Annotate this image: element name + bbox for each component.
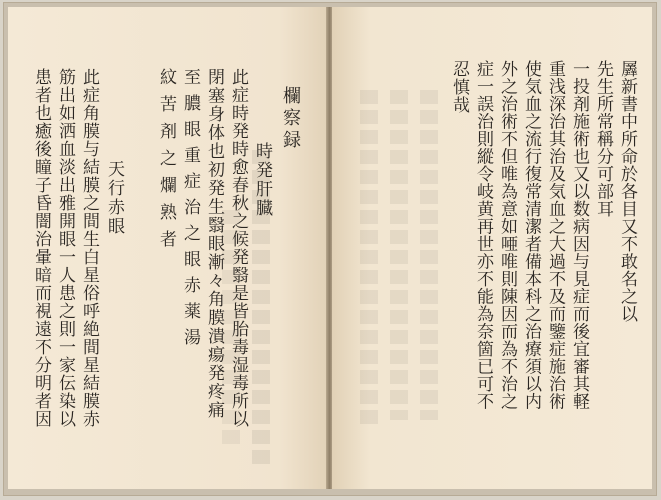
text-column: 一投剤施術也又以数病因与見症而後宜審其軽: [569, 60, 589, 410]
text-column: 閉塞身体也初発生翳眼漸々角膜潰瘍発疼痛: [204, 68, 224, 420]
text-column: 忍慎哉: [449, 60, 469, 114]
bleed-through-mark: [360, 90, 378, 430]
text-column: 外之治術不但唯為意如唖唯則陳因而為不治之: [497, 60, 517, 410]
text-column: 此症角膜与結膜之間生白星俗呼絶間星結膜赤: [79, 68, 99, 428]
subheading: 天行赤眼: [104, 160, 124, 236]
bleed-through-mark: [390, 90, 408, 420]
bleed-through-mark: [420, 90, 438, 420]
text-column: 重浅深治其治及気血之大過不及而鑒症施治術: [545, 60, 565, 410]
text-column: 紋苦剤之爛熟者: [156, 68, 176, 257]
text-column: 使気血之流行復常清潔者備本科之治療須以内: [521, 60, 541, 410]
text-column: 至膿眼重症治之眼赤薬湯: [180, 68, 200, 354]
text-column: 時発肝臓: [252, 142, 272, 218]
text-column: 先生所常稱分可部耳: [593, 60, 613, 218]
text-column: 羼新書中所命於各目又不敢名之以: [617, 60, 637, 323]
text-column: 患者也癒後瞳子昏闇治暈暗而視遠不分明者因: [31, 68, 51, 428]
text-column: 此症時発時愈春秋之候発翳是皆胎毒湿毒所以: [228, 68, 248, 428]
text-column: 筋出如洒血淡出雅開眼一人患之則一家伝染以: [55, 68, 75, 428]
text-column: 症一誤治則縱令岐黄再世亦不能為奈箇已可不: [473, 60, 493, 410]
section-title: 欄察録: [280, 86, 301, 152]
